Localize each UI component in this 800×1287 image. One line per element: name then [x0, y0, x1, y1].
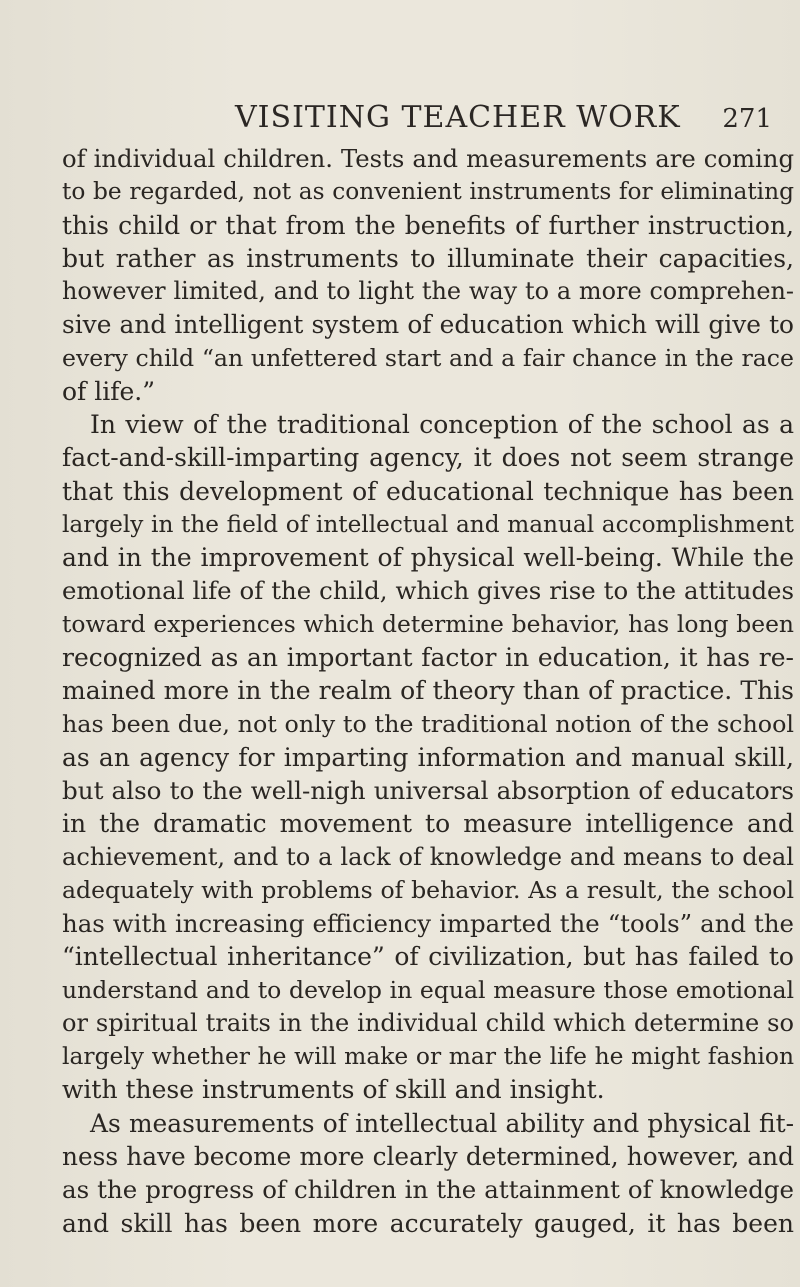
body-text: [62, 142, 794, 1240]
text-line: and skill has been more accurately gauged, it has been: [62, 1208, 794, 1238]
text-line: emotional life of the child, which gives rise to the attitudes: [62, 576, 794, 606]
text-line: sive and intelligent system of education which will give to: [62, 310, 794, 340]
text-line: or spiritual traits in the individual child which determine so: [62, 1008, 794, 1037]
text-line: and in the improvement of physical well-being. While the: [62, 543, 794, 573]
text-line: has been due, not only to the traditional notion of the school: [62, 709, 794, 738]
text-line: toward experiences which determine behavior, has long been: [62, 609, 794, 638]
text-line: with these instruments of skill and insight.: [62, 1075, 605, 1105]
text-line: but also to the well-nigh universal absorption of educators: [62, 776, 794, 806]
text-line: fact-and-skill-imparting agency, it does not seem strange: [62, 443, 794, 473]
text-line: understand and to develop in equal measure those emotional: [62, 975, 794, 1004]
text-line: has with increasing efficiency imparted the “tools” and the: [62, 909, 794, 939]
text-line: “intellectual inheritance” of civilization, but has failed to: [62, 942, 794, 972]
text-line: largely whether he will make or mar the life he might fashion: [62, 1042, 794, 1071]
text-line: as the progress of children in the attainment of knowledge: [62, 1175, 794, 1205]
text-line: largely in the field of intellectual and manual accomplishment: [62, 510, 794, 538]
running-head: [235, 100, 772, 140]
text-line: but rather as instruments to illuminate their capacities,: [62, 243, 794, 273]
page-number: 271: [722, 104, 772, 134]
text-line: as an agency for imparting information and manual skill,: [62, 742, 794, 772]
paragraph-start-line: As measurements of intellectual ability and physical fit-: [90, 1108, 794, 1138]
text-line: however limited, and to light the way to a more comprehen-: [62, 277, 794, 306]
text-line: every child “an unfettered start and a fair chance in the race: [62, 343, 794, 372]
text-line: in the dramatic movement to measure intelligence and: [62, 809, 794, 839]
text-line: that this development of educational technique has been: [62, 476, 794, 506]
text-line: achievement, and to a lack of knowledge and means to deal: [62, 842, 794, 871]
text-line: adequately with problems of behavior. As a result, the school: [62, 875, 794, 904]
text-line: to be regarded, not as convenient instruments for eliminating: [62, 178, 794, 206]
text-line: recognized as an important factor in education, it has re-: [62, 642, 794, 672]
text-line: of individual children. Tests and measurements are coming: [62, 144, 794, 173]
text-line: mained more in the realm of theory than of practice. This: [62, 676, 794, 706]
text-line: this child or that from the benefits of further instruction,: [62, 210, 794, 240]
paragraph-start-line: In view of the traditional conception of the school as a: [90, 410, 794, 440]
running-title: VISITING TEACHER WORK: [235, 100, 681, 135]
text-line: of life.”: [62, 376, 156, 406]
text-line: ness have become more clearly determined, however, and: [62, 1141, 794, 1171]
